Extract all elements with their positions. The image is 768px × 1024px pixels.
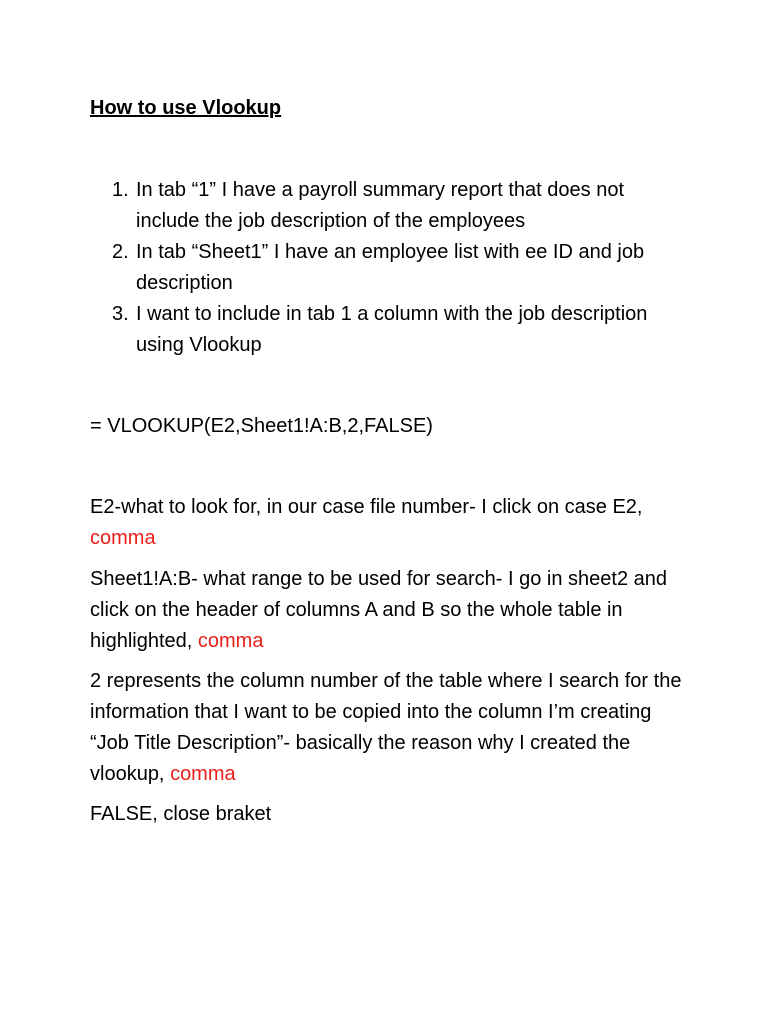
paragraph-false bbox=[90, 799, 690, 830]
list-item bbox=[90, 175, 690, 237]
paragraph-range bbox=[90, 564, 690, 657]
steps-list bbox=[90, 175, 690, 361]
highlight-comma: comma bbox=[197, 630, 264, 652]
list-item-text: In tab “1” I have a payroll summary report that does not include the job description of the employees bbox=[136, 179, 625, 232]
paragraph-text: FALSE, close braket bbox=[90, 803, 272, 825]
list-item-number: 3. bbox=[112, 303, 129, 325]
highlight-comma: comma bbox=[170, 763, 236, 785]
list-item bbox=[90, 237, 690, 299]
vlookup-formula: = VLOOKUP(E2,Sheet1!A:B,2,FALSE) bbox=[90, 415, 433, 437]
paragraph-column-index bbox=[90, 666, 690, 790]
list-item-number: 1. bbox=[112, 179, 129, 201]
paragraph-text: E2-what to look for, in our case file number- I click on case E2, bbox=[90, 496, 643, 518]
paragraph-text: Sheet1!A:B- what range to be used for search- I go in sheet2 and click on the header of columns A and B so the whole table in highlighted, bbox=[90, 568, 668, 652]
list-item-text: In tab “Sheet1” I have an employee list with ee ID and job description bbox=[136, 241, 645, 294]
paragraph-text: 2 represents the column number of the table where I search for the information that I want to be copied into the column I’m creating “Job Title Description”- basically the reason why I created the vlookup, bbox=[90, 670, 682, 785]
list-item-text: I want to include in tab 1 a column with the job description using Vlookup bbox=[136, 303, 648, 356]
list-item-number: 2. bbox=[112, 241, 129, 263]
paragraph-e2 bbox=[90, 492, 690, 554]
highlight-comma: comma bbox=[90, 527, 156, 549]
page-title: How to use Vlookup bbox=[90, 97, 282, 119]
list-item bbox=[90, 299, 690, 361]
